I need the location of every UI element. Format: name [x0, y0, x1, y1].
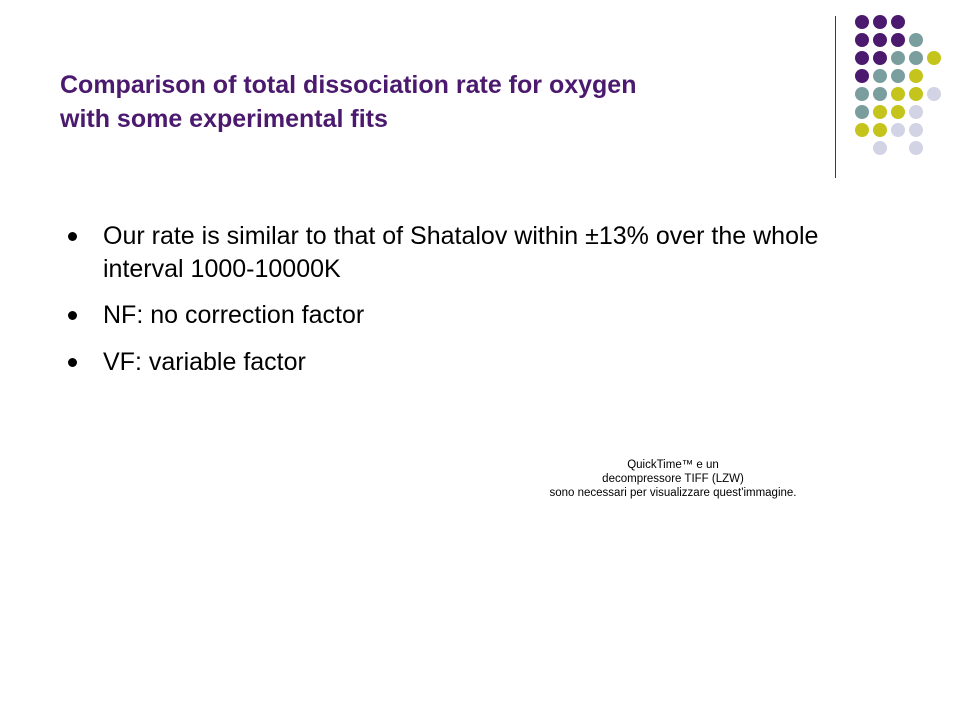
placeholder-line-2: decompressore TIFF (LZW) — [602, 473, 744, 486]
decorative-dot-teal — [909, 51, 923, 65]
slide-title-line-1: Comparison of total dissociation rate for oxygen — [60, 71, 637, 99]
decorative-dot-purple — [855, 15, 869, 29]
decorative-dot-lavender — [891, 123, 905, 137]
bullet-text: VF: variable factor — [103, 347, 306, 376]
bullet-text: Our rate is similar to that of Shatalov within ±13% over the whole interval 1000-10000K — [103, 222, 819, 283]
bullet-item — [66, 299, 886, 332]
decorative-dot-lavender — [909, 105, 923, 119]
bullet-item — [66, 220, 886, 285]
decorative-dot-olive — [873, 123, 887, 137]
decorative-dot-purple — [873, 33, 887, 47]
decorative-dot-purple — [891, 15, 905, 29]
bullet-text: NF: no correction factor — [103, 301, 365, 329]
decorative-dot-teal — [891, 51, 905, 65]
decorative-dot-lavender — [909, 123, 923, 137]
decorative-dot-purple — [873, 15, 887, 29]
decorative-dot-lavender — [927, 87, 941, 101]
decorative-dot-grid — [0, 0, 960, 200]
decorative-dot-purple — [855, 69, 869, 83]
decorative-dot-olive — [909, 87, 923, 101]
bullet-icon — [68, 358, 77, 367]
decorative-dot-teal — [855, 87, 869, 101]
decorative-dot-olive — [891, 105, 905, 119]
decorative-dot-teal — [909, 33, 923, 47]
bullet-list — [66, 220, 886, 392]
decorative-dot-olive — [909, 69, 923, 83]
bullet-icon — [68, 311, 77, 320]
bullet-icon — [68, 232, 77, 241]
decorative-dot-purple — [873, 51, 887, 65]
bullet-item — [66, 346, 886, 379]
decorative-dot-purple — [891, 33, 905, 47]
decorative-dot-purple — [855, 51, 869, 65]
decorative-dot-teal — [891, 69, 905, 83]
decorative-dot-purple — [855, 33, 869, 47]
decorative-dot-teal — [873, 69, 887, 83]
decorative-dot-lavender — [909, 141, 923, 155]
placeholder-line-3: sono necessari per visualizzare quest'immagine. — [549, 487, 797, 500]
decorative-dot-teal — [873, 87, 887, 101]
placeholder-line-1: QuickTime™ e un — [627, 459, 719, 471]
decorative-dot-olive — [927, 51, 941, 65]
decorative-dot-olive — [873, 105, 887, 119]
decorative-dot-olive — [891, 87, 905, 101]
decorative-dot-teal — [855, 105, 869, 119]
decorative-dot-olive — [855, 123, 869, 137]
slide-title-line-2: with some experimental fits — [60, 105, 388, 133]
missing-image-placeholder — [520, 458, 826, 500]
decorative-dot-lavender — [873, 141, 887, 155]
